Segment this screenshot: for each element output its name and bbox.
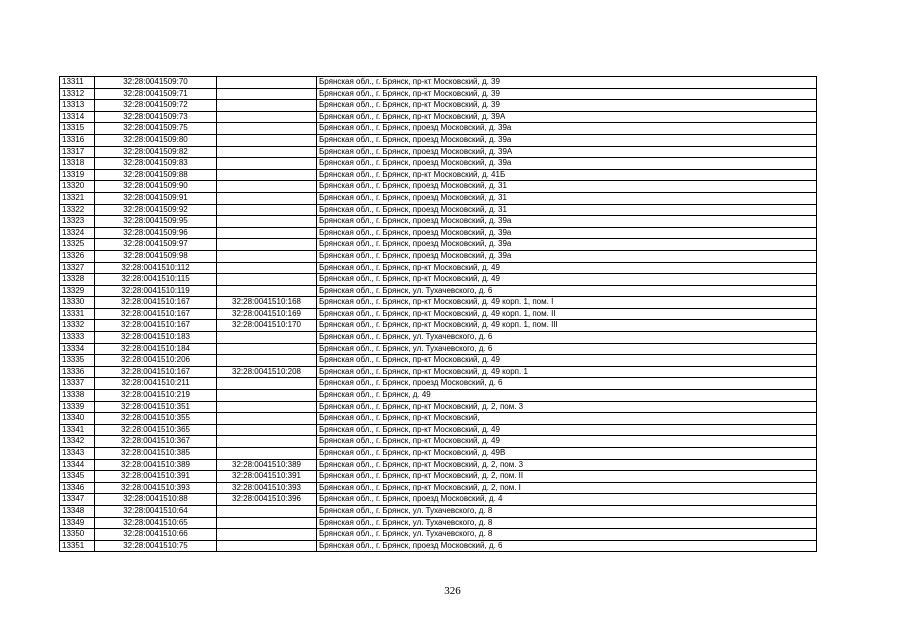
row-number-cell: 13342: [60, 436, 95, 448]
table-row: [60, 424, 817, 436]
address-cell: Брянская обл., г. Брянск, проезд Московский, д. 39а: [317, 123, 817, 135]
row-number-cell: 13316: [60, 134, 95, 146]
table-row: [60, 343, 817, 355]
cadastral-number-cell: 32:28:0041510:365: [95, 424, 217, 436]
address-cell: Брянская обл., г. Брянск, проезд Московский, д. 39а: [317, 158, 817, 170]
row-number-cell: 13329: [60, 285, 95, 297]
table-row: [60, 390, 817, 402]
cadastral-number-cell: 32:28:0041510:66: [95, 529, 217, 541]
row-number-cell: 13330: [60, 297, 95, 309]
secondary-cadastral-number-cell: 32:28:0041510:168: [217, 297, 317, 309]
secondary-cadastral-number-cell: [217, 250, 317, 262]
address-cell: Брянская обл., г. Брянск, проезд Московский, д. 39а: [317, 227, 817, 239]
table-row: [60, 471, 817, 483]
cadastral-number-cell: 32:28:0041510:119: [95, 285, 217, 297]
row-number-cell: 13345: [60, 471, 95, 483]
secondary-cadastral-number-cell: [217, 134, 317, 146]
table-row: [60, 459, 817, 471]
table-row: [60, 239, 817, 251]
cadastral-number-cell: 32:28:0041509:72: [95, 100, 217, 112]
table-row: [60, 529, 817, 541]
cadastral-table: [59, 76, 817, 552]
secondary-cadastral-number-cell: [217, 158, 317, 170]
address-cell: Брянская обл., г. Брянск, д. 49: [317, 390, 817, 402]
row-number-cell: 13333: [60, 332, 95, 344]
secondary-cadastral-number-cell: 32:28:0041510:391: [217, 471, 317, 483]
row-number-cell: 13331: [60, 308, 95, 320]
table-row: [60, 378, 817, 390]
table-row: [60, 401, 817, 413]
cadastral-number-cell: 32:28:0041510:391: [95, 471, 217, 483]
address-cell: Брянская обл., г. Брянск, пр-кт Московский, д. 39: [317, 100, 817, 112]
secondary-cadastral-number-cell: [217, 123, 317, 135]
address-cell: Брянская обл., г. Брянск, пр-кт Московский, д. 49: [317, 424, 817, 436]
cadastral-number-cell: 32:28:0041509:71: [95, 88, 217, 100]
address-cell: Брянская обл., г. Брянск, пр-кт Московский, д. 39А: [317, 111, 817, 123]
table-row: [60, 204, 817, 216]
address-cell: Брянская обл., г. Брянск, пр-кт Московский, д. 49 корп. 1: [317, 366, 817, 378]
cadastral-number-cell: 32:28:0041510:219: [95, 390, 217, 402]
cadastral-number-cell: 32:28:0041509:70: [95, 77, 217, 89]
table-row: [60, 413, 817, 425]
cadastral-number-cell: 32:28:0041510:393: [95, 482, 217, 494]
table-row: [60, 332, 817, 344]
cadastral-number-cell: 32:28:0041510:183: [95, 332, 217, 344]
row-number-cell: 13312: [60, 88, 95, 100]
address-cell: Брянская обл., г. Брянск, пр-кт Московский, д. 49: [317, 274, 817, 286]
row-number-cell: 13338: [60, 390, 95, 402]
row-number-cell: 13340: [60, 413, 95, 425]
secondary-cadastral-number-cell: [217, 274, 317, 286]
secondary-cadastral-number-cell: [217, 262, 317, 274]
secondary-cadastral-number-cell: [217, 448, 317, 460]
cadastral-number-cell: 32:28:0041510:367: [95, 436, 217, 448]
row-number-cell: 13324: [60, 227, 95, 239]
secondary-cadastral-number-cell: [217, 227, 317, 239]
address-cell: Брянская обл., г. Брянск, ул. Тухачевского, д. 8: [317, 529, 817, 541]
row-number-cell: 13343: [60, 448, 95, 460]
secondary-cadastral-number-cell: [217, 413, 317, 425]
secondary-cadastral-number-cell: [217, 505, 317, 517]
address-cell: Брянская обл., г. Брянск, пр-кт Московский, д. 49: [317, 436, 817, 448]
cadastral-number-cell: 32:28:0041510:112: [95, 262, 217, 274]
cadastral-number-cell: 32:28:0041509:92: [95, 204, 217, 216]
address-cell: Брянская обл., г. Брянск, пр-кт Московский, д. 2, пом. 3: [317, 459, 817, 471]
table-row: [60, 181, 817, 193]
row-number-cell: 13328: [60, 274, 95, 286]
cadastral-number-cell: 32:28:0041510:389: [95, 459, 217, 471]
cadastral-table-body: [60, 77, 817, 552]
row-number-cell: 13327: [60, 262, 95, 274]
address-cell: Брянская обл., г. Брянск, пр-кт Московский, д. 41Б: [317, 169, 817, 181]
cadastral-number-cell: 32:28:0041510:351: [95, 401, 217, 413]
table-row: [60, 517, 817, 529]
address-cell: Брянская обл., г. Брянск, проезд Московский, д. 31: [317, 204, 817, 216]
row-number-cell: 13332: [60, 320, 95, 332]
table-row: [60, 448, 817, 460]
secondary-cadastral-number-cell: 32:28:0041510:396: [217, 494, 317, 506]
table-row: [60, 146, 817, 158]
address-cell: Брянская обл., г. Брянск, пр-кт Московский, д. 49: [317, 262, 817, 274]
address-cell: Брянская обл., г. Брянск, проезд Московский, д. 4: [317, 494, 817, 506]
secondary-cadastral-number-cell: [217, 436, 317, 448]
secondary-cadastral-number-cell: [217, 424, 317, 436]
row-number-cell: 13335: [60, 355, 95, 367]
row-number-cell: 13321: [60, 192, 95, 204]
table-row: [60, 308, 817, 320]
address-cell: Брянская обл., г. Брянск, пр-кт Московский, д. 49 корп. 1, пом. II: [317, 308, 817, 320]
row-number-cell: 13334: [60, 343, 95, 355]
secondary-cadastral-number-cell: [217, 355, 317, 367]
table-row: [60, 366, 817, 378]
secondary-cadastral-number-cell: [217, 216, 317, 228]
address-cell: Брянская обл., г. Брянск, проезд Московский, д. 39а: [317, 216, 817, 228]
cadastral-number-cell: 32:28:0041509:97: [95, 239, 217, 251]
row-number-cell: 13322: [60, 204, 95, 216]
table-row: [60, 100, 817, 112]
cadastral-number-cell: 32:28:0041510:88: [95, 494, 217, 506]
address-cell: Брянская обл., г. Брянск, проезд Московский, д. 39А: [317, 146, 817, 158]
secondary-cadastral-number-cell: [217, 332, 317, 344]
secondary-cadastral-number-cell: [217, 88, 317, 100]
address-cell: Брянская обл., г. Брянск, проезд Московский, д. 39а: [317, 239, 817, 251]
table-row: [60, 88, 817, 100]
cadastral-number-cell: 32:28:0041509:83: [95, 158, 217, 170]
row-number-cell: 13315: [60, 123, 95, 135]
cadastral-number-cell: 32:28:0041509:82: [95, 146, 217, 158]
secondary-cadastral-number-cell: 32:28:0041510:208: [217, 366, 317, 378]
secondary-cadastral-number-cell: 32:28:0041510:393: [217, 482, 317, 494]
table-row: [60, 250, 817, 262]
table-row: [60, 320, 817, 332]
cadastral-number-cell: 32:28:0041509:90: [95, 181, 217, 193]
table-row: [60, 540, 817, 552]
row-number-cell: 13351: [60, 540, 95, 552]
cadastral-number-cell: 32:28:0041510:167: [95, 308, 217, 320]
secondary-cadastral-number-cell: [217, 100, 317, 112]
row-number-cell: 13346: [60, 482, 95, 494]
address-cell: Брянская обл., г. Брянск, ул. Тухачевского, д. 6: [317, 343, 817, 355]
address-cell: Брянская обл., г. Брянск, пр-кт Московский, д. 49: [317, 355, 817, 367]
address-cell: Брянская обл., г. Брянск, проезд Московский, д. 6: [317, 540, 817, 552]
row-number-cell: 13325: [60, 239, 95, 251]
cadastral-number-cell: 32:28:0041510:167: [95, 366, 217, 378]
table-row: [60, 274, 817, 286]
secondary-cadastral-number-cell: [217, 390, 317, 402]
page-number: 326: [444, 585, 461, 597]
address-cell: Брянская обл., г. Брянск, пр-кт Московский, д. 2, пом. II: [317, 471, 817, 483]
cadastral-number-cell: 32:28:0041510:211: [95, 378, 217, 390]
address-cell: Брянская обл., г. Брянск, проезд Московский, д. 31: [317, 192, 817, 204]
secondary-cadastral-number-cell: [217, 517, 317, 529]
address-cell: Брянская обл., г. Брянск, пр-кт Московский,: [317, 413, 817, 425]
secondary-cadastral-number-cell: [217, 77, 317, 89]
row-number-cell: 13336: [60, 366, 95, 378]
secondary-cadastral-number-cell: 32:28:0041510:169: [217, 308, 317, 320]
row-number-cell: 13339: [60, 401, 95, 413]
cadastral-number-cell: 32:28:0041509:98: [95, 250, 217, 262]
address-cell: Брянская обл., г. Брянск, пр-кт Московский, д. 39: [317, 88, 817, 100]
secondary-cadastral-number-cell: [217, 529, 317, 541]
cadastral-number-cell: 32:28:0041510:355: [95, 413, 217, 425]
address-cell: Брянская обл., г. Брянск, пр-кт Московский, д. 2, пом. 3: [317, 401, 817, 413]
address-cell: Брянская обл., г. Брянск, пр-кт Московский, д. 49 корп. 1, пом. I: [317, 297, 817, 309]
address-cell: Брянская обл., г. Брянск, проезд Московский, д. 39а: [317, 134, 817, 146]
cadastral-number-cell: 32:28:0041509:96: [95, 227, 217, 239]
row-number-cell: 13314: [60, 111, 95, 123]
secondary-cadastral-number-cell: [217, 192, 317, 204]
table-row: [60, 482, 817, 494]
address-cell: Брянская обл., г. Брянск, пр-кт Московский, д. 49В: [317, 448, 817, 460]
secondary-cadastral-number-cell: [217, 540, 317, 552]
cadastral-number-cell: 32:28:0041509:75: [95, 123, 217, 135]
cadastral-number-cell: 32:28:0041510:206: [95, 355, 217, 367]
secondary-cadastral-number-cell: [217, 378, 317, 390]
table-row: [60, 123, 817, 135]
cadastral-number-cell: 32:28:0041510:65: [95, 517, 217, 529]
row-number-cell: 13341: [60, 424, 95, 436]
table-row: [60, 216, 817, 228]
address-cell: Брянская обл., г. Брянск, проезд Московский, д. 31: [317, 181, 817, 193]
secondary-cadastral-number-cell: [217, 111, 317, 123]
table-row: [60, 169, 817, 181]
row-number-cell: 13318: [60, 158, 95, 170]
secondary-cadastral-number-cell: [217, 239, 317, 251]
row-number-cell: 13349: [60, 517, 95, 529]
row-number-cell: 13344: [60, 459, 95, 471]
table-row: [60, 494, 817, 506]
row-number-cell: 13337: [60, 378, 95, 390]
secondary-cadastral-number-cell: [217, 401, 317, 413]
secondary-cadastral-number-cell: [217, 285, 317, 297]
row-number-cell: 13350: [60, 529, 95, 541]
table-row: [60, 262, 817, 274]
address-cell: Брянская обл., г. Брянск, ул. Тухачевского, д. 8: [317, 517, 817, 529]
address-cell: Брянская обл., г. Брянск, пр-кт Московский, д. 49 корп. 1, пом. III: [317, 320, 817, 332]
cadastral-number-cell: 32:28:0041510:115: [95, 274, 217, 286]
row-number-cell: 13348: [60, 505, 95, 517]
cadastral-number-cell: 32:28:0041509:91: [95, 192, 217, 204]
address-cell: Брянская обл., г. Брянск, ул. Тухачевского, д. 8: [317, 505, 817, 517]
table-row: [60, 285, 817, 297]
row-number-cell: 13323: [60, 216, 95, 228]
address-cell: Брянская обл., г. Брянск, пр-кт Московский, д. 2, пом. I: [317, 482, 817, 494]
address-cell: Брянская обл., г. Брянск, ул. Тухачевского, д. 6: [317, 285, 817, 297]
table-row: [60, 158, 817, 170]
table-row: [60, 227, 817, 239]
row-number-cell: 13320: [60, 181, 95, 193]
row-number-cell: 13326: [60, 250, 95, 262]
address-cell: Брянская обл., г. Брянск, проезд Московский, д. 39а: [317, 250, 817, 262]
address-cell: Брянская обл., г. Брянск, пр-кт Московский, д. 39: [317, 77, 817, 89]
cadastral-number-cell: 32:28:0041509:80: [95, 134, 217, 146]
table-row: [60, 505, 817, 517]
table-row: [60, 355, 817, 367]
table-row: [60, 297, 817, 309]
secondary-cadastral-number-cell: 32:28:0041510:170: [217, 320, 317, 332]
table-row: [60, 77, 817, 89]
secondary-cadastral-number-cell: [217, 204, 317, 216]
secondary-cadastral-number-cell: [217, 343, 317, 355]
table-row: [60, 111, 817, 123]
cadastral-number-cell: 32:28:0041510:184: [95, 343, 217, 355]
cadastral-number-cell: 32:28:0041510:167: [95, 297, 217, 309]
table-row: [60, 192, 817, 204]
cadastral-table-container: [59, 76, 817, 552]
cadastral-number-cell: 32:28:0041510:167: [95, 320, 217, 332]
cadastral-number-cell: 32:28:0041509:95: [95, 216, 217, 228]
cadastral-number-cell: 32:28:0041509:88: [95, 169, 217, 181]
address-cell: Брянская обл., г. Брянск, ул. Тухачевского, д. 6: [317, 332, 817, 344]
secondary-cadastral-number-cell: [217, 146, 317, 158]
row-number-cell: 13313: [60, 100, 95, 112]
row-number-cell: 13319: [60, 169, 95, 181]
address-cell: Брянская обл., г. Брянск, проезд Московский, д. 6: [317, 378, 817, 390]
row-number-cell: 13311: [60, 77, 95, 89]
row-number-cell: 13317: [60, 146, 95, 158]
cadastral-number-cell: 32:28:0041510:64: [95, 505, 217, 517]
secondary-cadastral-number-cell: 32:28:0041510:389: [217, 459, 317, 471]
cadastral-number-cell: 32:28:0041510:75: [95, 540, 217, 552]
cadastral-number-cell: 32:28:0041510:385: [95, 448, 217, 460]
row-number-cell: 13347: [60, 494, 95, 506]
secondary-cadastral-number-cell: [217, 169, 317, 181]
cadastral-number-cell: 32:28:0041509:73: [95, 111, 217, 123]
table-row: [60, 436, 817, 448]
secondary-cadastral-number-cell: [217, 181, 317, 193]
table-row: [60, 134, 817, 146]
